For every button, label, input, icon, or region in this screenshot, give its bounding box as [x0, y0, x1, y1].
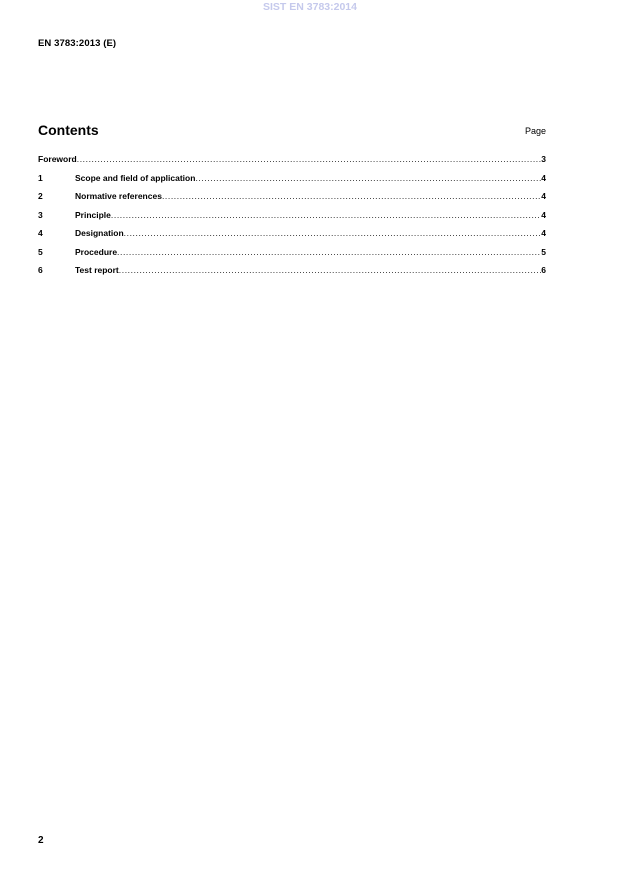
toc-entry-page: 6 — [541, 265, 546, 275]
toc-dot-leader — [77, 154, 542, 164]
toc-entry-scope[interactable] — [38, 173, 546, 192]
toc-dot-leader — [117, 247, 541, 257]
toc-entry-number: 1 — [38, 172, 43, 183]
toc-entry-number: 4 — [38, 228, 43, 238]
toc-entry-title: Test report — [75, 265, 119, 275]
toc-dot-leader — [111, 210, 541, 220]
contents-title: Contents — [38, 122, 99, 138]
toc-entry-foreword[interactable] — [38, 154, 546, 173]
page-number: 2 — [38, 835, 44, 846]
toc-entry-page: 4 — [541, 191, 546, 201]
toc-entry-number: 2 — [38, 191, 43, 201]
toc-entry-page: 4 — [541, 172, 546, 183]
toc-entry-number: 5 — [38, 246, 43, 257]
toc-entry-title: Normative references — [75, 191, 162, 201]
toc-entry-page: 4 — [541, 228, 546, 238]
watermark: SIST EN 3783:2014 — [263, 1, 357, 13]
toc-entry-page: 4 — [541, 209, 546, 220]
contents-header — [38, 122, 546, 142]
toc-entry-number: 3 — [38, 209, 43, 220]
toc-dot-leader — [119, 265, 541, 275]
toc-entry-title: Designation — [75, 228, 124, 238]
toc-entry-title: Procedure — [75, 246, 118, 257]
toc-entry-test-report[interactable] — [38, 265, 546, 284]
toc-entry-designation[interactable] — [38, 228, 546, 247]
toc-entry-principle[interactable] — [38, 210, 546, 229]
toc-dot-leader — [124, 228, 542, 238]
toc-dot-leader — [195, 173, 541, 183]
document-identifier: EN 3783:2013 (E) — [38, 38, 117, 49]
toc-entry-title: Principle — [75, 209, 111, 220]
toc-entry-page: 3 — [541, 154, 546, 164]
toc-entry-number: 6 — [38, 265, 43, 275]
page-column-label: Page — [524, 126, 546, 136]
toc-entry-title: Foreword — [38, 154, 77, 164]
table-of-contents — [38, 154, 546, 284]
toc-entry-procedure[interactable] — [38, 247, 546, 266]
toc-entry-title: Scope and field of application — [75, 172, 196, 183]
toc-dot-leader — [162, 191, 541, 201]
toc-entry-page: 5 — [541, 246, 546, 257]
toc-entry-normative-references[interactable] — [38, 191, 546, 210]
